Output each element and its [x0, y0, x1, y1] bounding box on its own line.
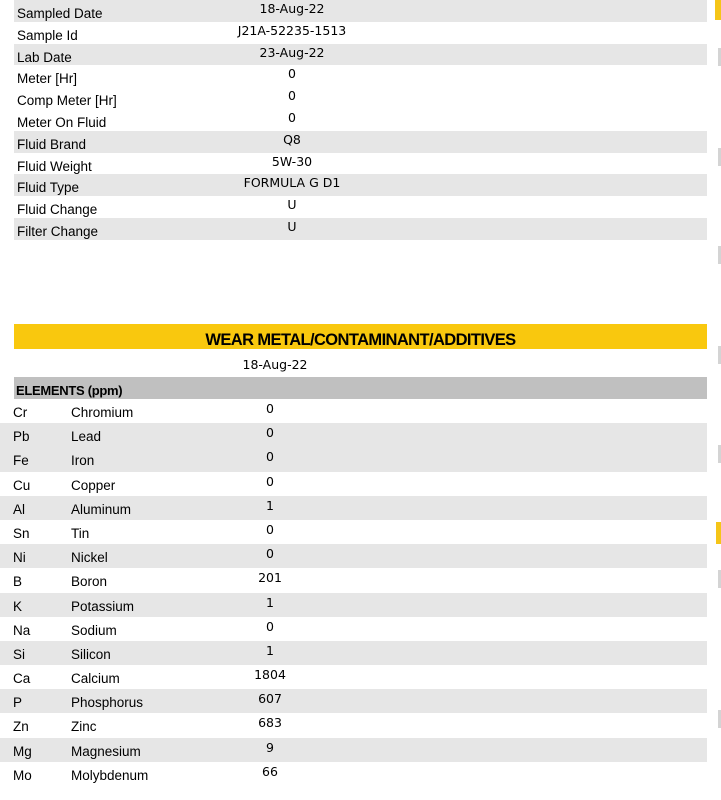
info-row-lab-date: [14, 44, 707, 66]
element-symbol: Cu: [13, 477, 31, 493]
section-banner: [14, 324, 707, 349]
element-name: Phosphorus: [71, 695, 144, 711]
section-title: WEAR METAL/CONTAMINANT/ADDITIVES: [205, 331, 516, 349]
element-row: [0, 665, 707, 689]
element-name: Copper: [71, 477, 116, 493]
element-name: Boron: [71, 574, 108, 590]
info-row-fluid-change: [14, 196, 707, 218]
element-value: 0: [266, 401, 274, 416]
info-value: FORMULA G D1: [243, 175, 341, 191]
element-value: 0: [266, 473, 274, 489]
element-name: Molybdenum: [71, 767, 149, 783]
element-value: 683: [258, 715, 282, 731]
element-name: Tin: [71, 525, 90, 541]
info-label: Fluid Change: [17, 202, 98, 218]
element-symbol: Cr: [13, 405, 28, 420]
element-symbol: Na: [13, 622, 31, 638]
element-symbol: B: [13, 574, 23, 590]
element-value: 201: [258, 570, 282, 586]
element-row: [0, 472, 707, 496]
sample-date-column-header: 18-Aug-22: [242, 357, 308, 372]
element-row: [0, 641, 707, 665]
element-name: Lead: [71, 429, 102, 445]
sample-info-table: [14, 0, 707, 240]
element-row: [0, 544, 707, 568]
element-symbol: Al: [13, 501, 26, 517]
element-row: [0, 689, 707, 713]
element-row: [0, 738, 707, 762]
element-name: Zinc: [71, 719, 97, 735]
element-name: Calcium: [71, 671, 120, 687]
element-symbol: Si: [13, 646, 26, 662]
info-label: Sampled Date: [17, 6, 103, 21]
elements-table: [0, 399, 707, 786]
element-name: Sodium: [71, 622, 117, 638]
element-value: 1804: [254, 667, 286, 683]
element-name: Silicon: [71, 646, 111, 662]
element-symbol: Mg: [13, 743, 32, 759]
element-value: 0: [266, 618, 274, 634]
element-row: [0, 713, 707, 737]
element-row: [0, 520, 707, 544]
element-value: 0: [266, 449, 274, 465]
info-value: 5W-30: [271, 153, 313, 169]
element-name: Nickel: [71, 550, 108, 566]
edge-accent: [715, 0, 721, 20]
info-label: Sample Id: [17, 27, 78, 43]
info-row-fluid-weight: [14, 153, 707, 175]
element-row: [0, 762, 707, 786]
element-value: 1: [266, 594, 274, 610]
element-symbol: Mo: [13, 767, 32, 783]
info-value: 0: [288, 66, 296, 82]
element-value: 0: [266, 546, 274, 562]
info-value: U: [287, 218, 297, 234]
element-name: Iron: [71, 453, 95, 469]
element-value: 0: [266, 521, 274, 537]
element-symbol: Sn: [13, 525, 30, 541]
element-value: 607: [258, 691, 282, 707]
info-row-meter: [14, 65, 707, 87]
element-value: 0: [266, 425, 274, 441]
info-value: 18-Aug-22: [259, 1, 325, 16]
element-name: Magnesium: [71, 743, 141, 759]
element-name: Chromium: [71, 405, 134, 420]
element-row: [0, 593, 707, 617]
element-name: Potassium: [71, 598, 135, 614]
info-row-fluid-brand: [14, 131, 707, 153]
info-label: Fluid Type: [17, 180, 80, 196]
element-symbol: Ca: [13, 671, 31, 687]
element-name: Aluminum: [71, 501, 132, 517]
info-label: Comp Meter [Hr]: [17, 93, 117, 109]
element-symbol: Zn: [13, 719, 29, 735]
elements-header-label: ELEMENTS (ppm): [16, 383, 123, 398]
info-row-fluid-type: [14, 174, 707, 196]
element-row: [0, 617, 707, 641]
info-label: Filter Change: [17, 223, 99, 239]
info-value: U: [287, 197, 297, 213]
info-value: J21A-52235-1513: [237, 22, 347, 38]
info-label: Fluid Brand: [17, 136, 87, 152]
info-row-filter-change: [14, 218, 707, 240]
edge-accent: [716, 522, 721, 544]
element-row: [0, 447, 707, 471]
info-row-sampled-date: [14, 0, 707, 22]
element-symbol: K: [13, 598, 23, 614]
element-row: [0, 399, 707, 423]
info-label: Lab Date: [17, 49, 72, 65]
info-row-sample-id: [14, 22, 707, 44]
info-row-meter-on-fluid: [14, 109, 707, 131]
info-value: 0: [288, 109, 296, 125]
element-row: [0, 423, 707, 447]
element-row: [0, 496, 707, 520]
element-symbol: Pb: [13, 429, 30, 445]
info-value: 0: [288, 88, 296, 104]
info-label: Fluid Weight: [17, 158, 92, 174]
element-value: 66: [262, 763, 278, 779]
info-label: Meter [Hr]: [17, 71, 78, 87]
element-row: [0, 568, 707, 592]
elements-header: [14, 377, 707, 399]
info-value: 23-Aug-22: [259, 44, 325, 60]
element-symbol: Ni: [13, 550, 26, 566]
element-value: 9: [266, 739, 274, 755]
info-label: Meter On Fluid: [17, 114, 107, 130]
element-symbol: P: [13, 695, 23, 711]
info-row-comp-meter: [14, 87, 707, 109]
info-value: Q8: [283, 131, 301, 147]
element-symbol: Fe: [13, 453, 29, 469]
element-value: 1: [266, 642, 274, 658]
element-value: 1: [266, 497, 274, 513]
